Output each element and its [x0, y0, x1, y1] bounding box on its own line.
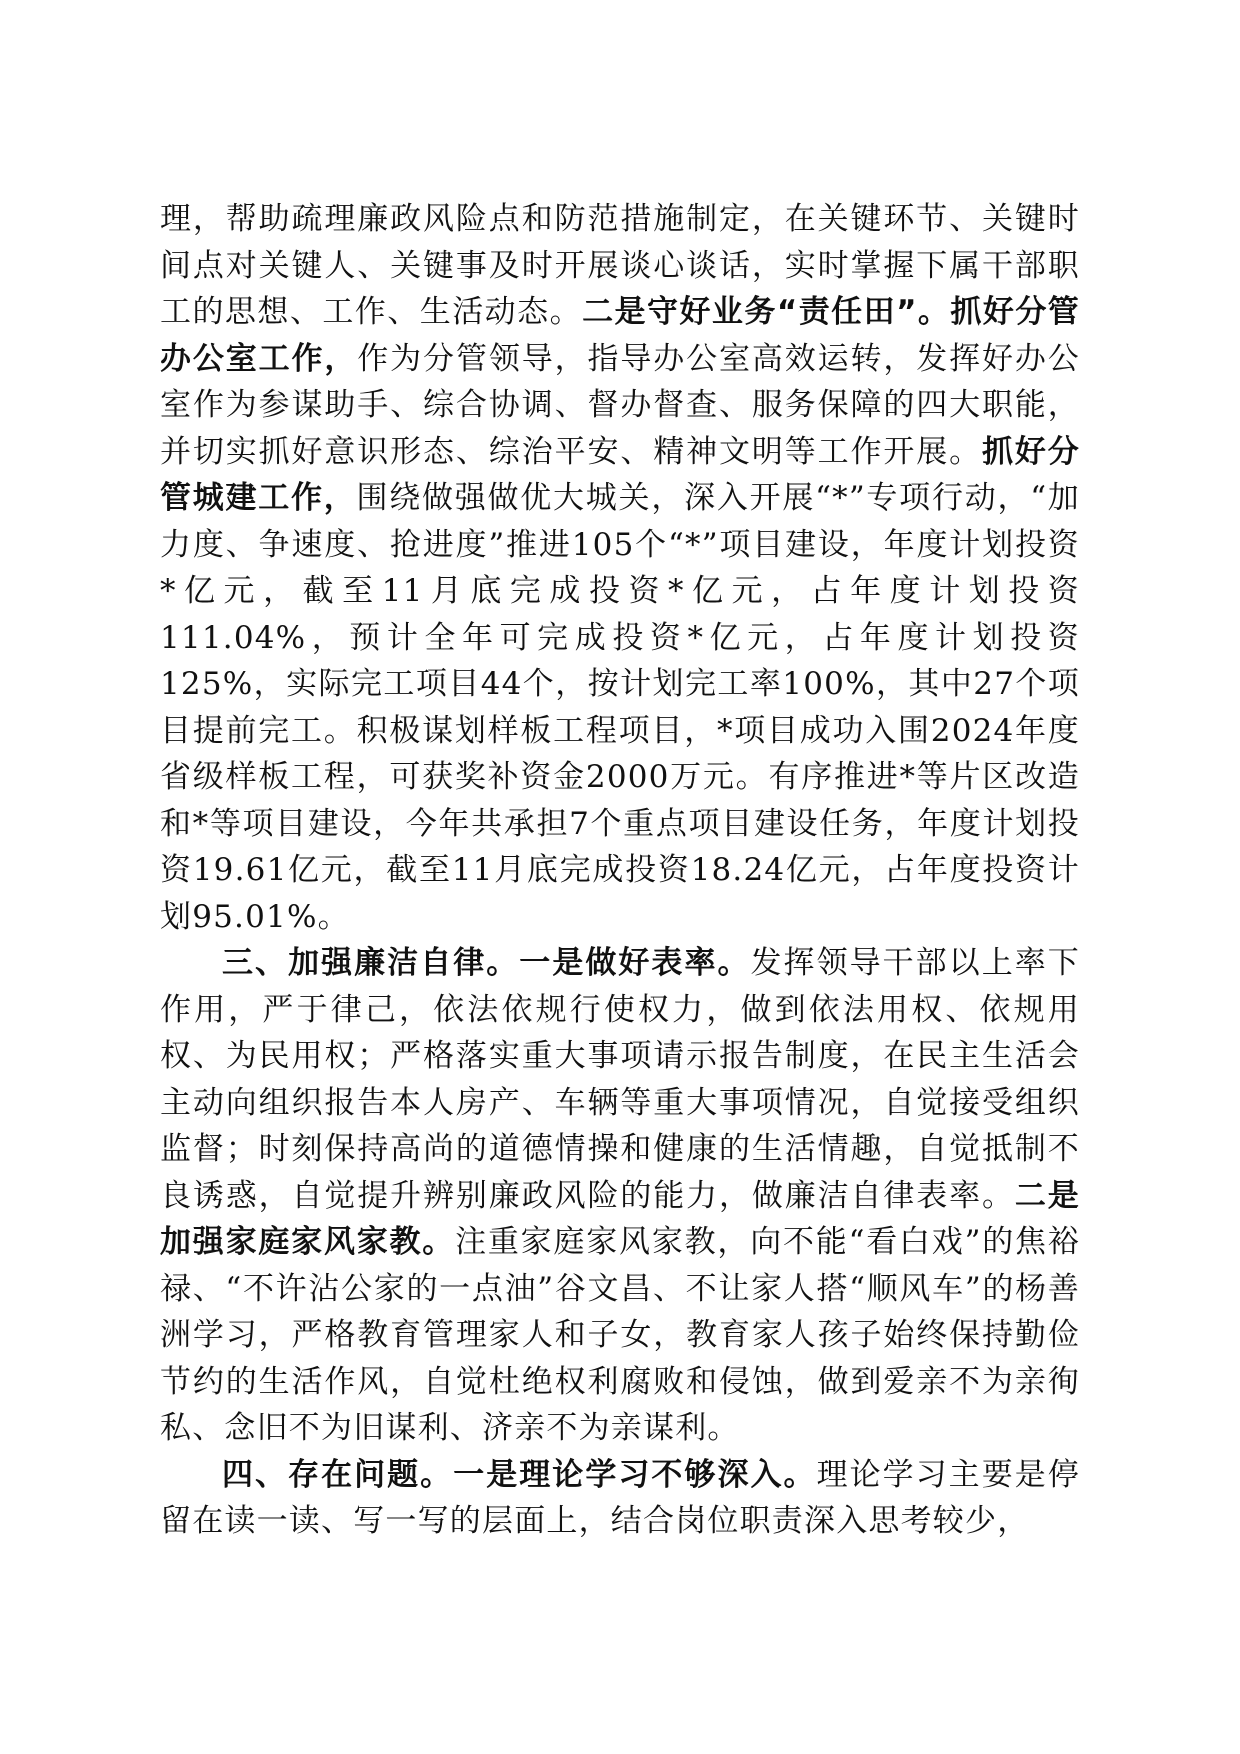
- bold-run: 二是加强家庭家风家教。: [160, 1177, 1081, 1260]
- text-run: 作为分管领导，指导办公室高效运转，发挥好办公室作为参谋助手、综合协调、督办督查、服务保障的四大职能，并切实抓好意识形态、综治平安、精神文明等工作开展。: [160, 340, 1080, 470]
- document-body: [160, 196, 1080, 1545]
- section-heading: 四、存在问题。一是理论学习不够深入。: [222, 1456, 817, 1493]
- bold-run: 抓好分管城建工作，: [160, 433, 1080, 516]
- text-run: 围绕做强做优大城关，深入开展“*”专项行动，“加力度、争速度、抢进度”推进105个“*”项目建设，年度计划投资*亿元，截至11月底完成投资*亿元，占年度计划投资111.04%，预计全年可完成投资*亿元，占年度计划投资125%，实际完工项目44个，按计划完工率100%，其中27个项目提前完工。积极谋划样板工程项目，*项目成功入围2024年度省级样板工程，可获奖补资金2000万元。有序推进*等片区改造和*等项目建设，今年共承担7个重点项目建设任务，年度计划投资19.61亿元，截至11月底完成投资18.24亿元，占年度投资计划95.01%。: [160, 480, 1081, 935]
- text-run: 理，帮助疏理廉政风险点和防范措施制定，在关键环节、关键时间点对关键人、关键事及时开展谈心谈话，实时掌握下属干部职工的思想、工作、生活动态。: [160, 201, 1080, 330]
- paragraph-problems: [160, 1452, 1080, 1545]
- section-heading: 三、加强廉洁自律。一是做好表率。: [222, 945, 751, 981]
- text-run: 理论学习主要是停留在读一读、写一写的层面上，结合岗位职责深入思考较少，: [160, 1456, 1080, 1539]
- bold-run: 二是守好业务“责任田”。抓好分管办公室工作，: [160, 294, 1080, 377]
- paragraph-duty: [160, 196, 1080, 940]
- paragraph-integrity: [160, 940, 1080, 1452]
- text-run: 发挥领导干部以上率下作用，严于律己，依法依规行使权力，做到依法用权、依规用权、为民用权；严格落实重大事项请示报告制度，在民主生活会主动向组织报告本人房产、车辆等重大事项情况，自觉接受组织监督；时刻保持高尚的道德情操和健康的生活情趣，自觉抵制不良诱惑，自觉提升辨别廉政风险的能力，做廉洁自律表率。: [160, 945, 1081, 1214]
- text-run: 注重家庭家风家教，向不能“看白戏”的焦裕禄、“不许沾公家的一点油”谷文昌、不让家人搭“顺风车”的杨善洲学习，严格教育管理家人和子女，教育家人孩子始终保持勤俭节约的生活作风，自觉杜绝权利腐败和侵蚀，做到爱亲不为亲徇私、念旧不为旧谋利、济亲不为亲谋利。: [160, 1224, 1080, 1446]
